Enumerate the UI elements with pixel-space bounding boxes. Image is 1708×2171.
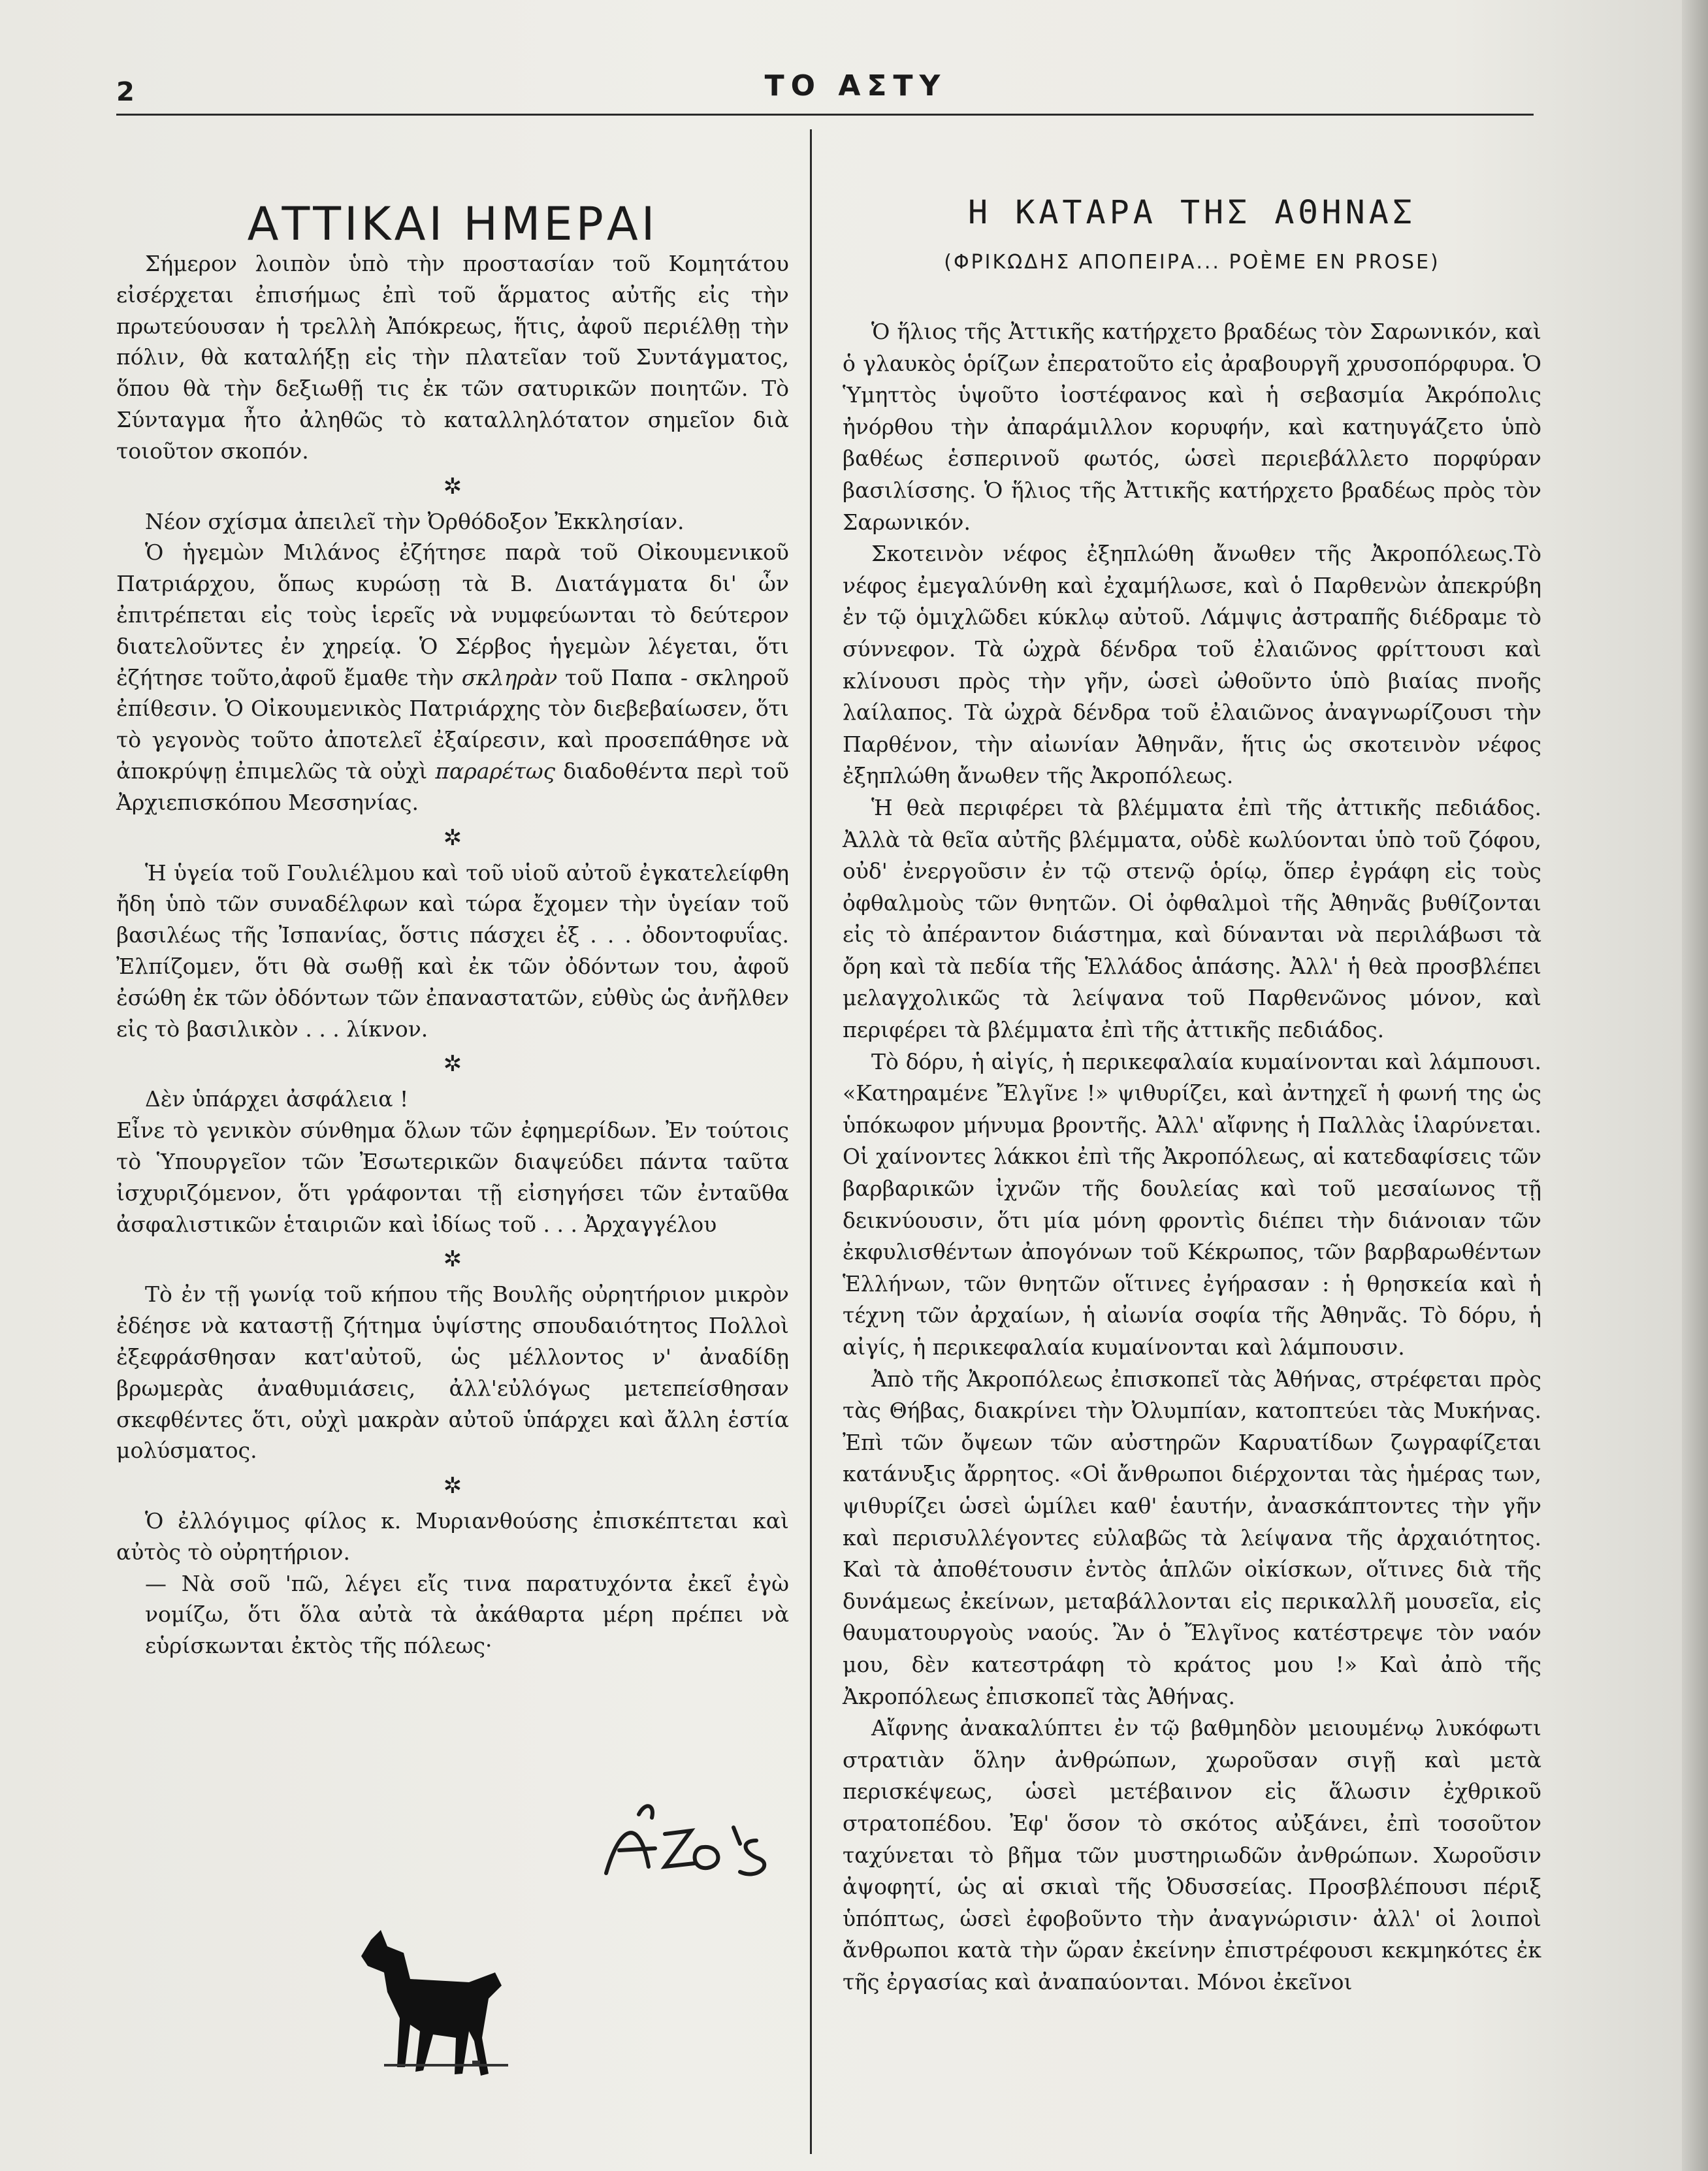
separator-asterisk: ✲ — [443, 1051, 462, 1078]
paragraph: — Νὰ σοῦ 'πῶ, λέγει εἴς τινα παρατυχόντα ἐκεῖ ἐγὼ νομίζω, ὅτι ὅλα αὐτὰ τὰ ἀκάθαρτα μέρη πρέπει νὰ εὑρίσκωνται ἐκτὸς τῆς πόλεως· — [145, 1570, 789, 1659]
page-edge-shadow — [1682, 0, 1708, 2171]
paragraph: Δὲν ὑπάρχει ἀσφάλεια ! — [145, 1086, 409, 1112]
text-run: διαδοθέντα περὶ τοῦ Ἀρχιεπισκόπου Μεσσηνίας. — [116, 758, 789, 815]
right-article-title: Η ΚΑΤΑΡΑ ΤΗΣ ΑΘΗΝΑΣ — [968, 193, 1416, 231]
italic-word: σκληρὰν — [461, 664, 558, 690]
paragraph: Σκοτεινὸν νέφος ἐξηπλώθη ἄνωθεν τῆς Ἀκροπόλεως.Τὸ νέφος ἐμεγαλύνθη καὶ ἐχαμήλωσε, καὶ ὁ Παρθενὼν ἀπεκρύβη ἐν τῷ ὁμιχλῶδει κύκλῳ αὐτοῦ. Λάμψις ἀστραπῆς διέδραμε τὸ σύννεφον. Τὰ ὠχρὰ δένδρα τοῦ ἐλαιῶνος φρίττουσι καὶ κλίνουσι πρὸς τὴν γῆν, ὡσεὶ ὠθοῦντο ὑπὸ βιαίας πνοῆς λαίλαπος. Τὰ ὠχρὰ δένδρα τοῦ ἐλαιῶνος ἀναγνωρίζουσι τὴν Παρθένον, τὴν αἰωνίαν Ἀθηνᾶν, ἥτις ὡς σκοτεινὸν νέφος ἐξηπλώθη ἄνωθεν τῆς Ἀκροπόλεως. — [843, 541, 1541, 789]
paragraph: Ἡ ὑγεία τοῦ Γουλιέλμου καὶ τοῦ υἱοῦ αὐτοῦ ἐγκατελείφθη ἤδη ὑπὸ τῶν συναδέλφων καὶ τώρα ἔχομεν τὴν ὑγείαν τοῦ βασιλέως τῆς Ἰσπανίας, ὅστις πάσχει ἐξ . . . ὀδοντοφυΐας. Ἐλπίζομεν, ὅτι θὰ σωθῇ καὶ ἐκ τῶν ὀδόντων του, ἀφοῦ ἐσώθη ἐκ τῶν ὀδόντων τῶν ἐπαναστατῶν, εὐθὺς ὡς ἀνῆλθεν εἰς τὸ βασιλικὸν . . . λίκνον. — [116, 860, 789, 1042]
separator-asterisk: ✲ — [443, 1246, 462, 1273]
text-run: Ὁ ἡγεμὼν Μιλάνος ἐζήτησε παρὰ τοῦ Οἰκουμενικοῦ Πατριάρχου, ὅπως κυρώσῃ τὰ Β. Διατάγματα δι' ὧν ἐπιτρέπεται εἰς τοὺς ἱερεῖς νὰ νυμφεύωνται τὸ δεύτερον διατελοῦντες ἐν χηρείᾳ. Ὁ Σέρβος ἡγεμὼν λέγεται, ὅτι ἐζήτησε τοῦτο,ἀφοῦ ἔμαθε τὴν — [116, 539, 789, 690]
paragraph — [116, 537, 789, 818]
paragraph: Ἀπὸ τῆς Ἀκροπόλεως ἐπισκοπεῖ τὰς Ἀθήνας, στρέφεται πρὸς τὰς Θήβας, διακρίνει τὴν Ὀλυμπίαν, κατοπτεύει τὰς Μυκήνας. Ἐπὶ τῶν ὄψεων τῶν αὐστηρῶν Καρυατίδων ζωγραφίζεται κατάνυξις ἄρρητος. «Οἱ ἄνθρωποι διέρχονται τὰς ἡμέρας των, ψιθυρίζει ὡσεὶ ὡμίλει καθ' ἑαυτήν, ἀνασκάπτοντες τὴν γῆν καὶ περισυλλέγοντες εὐλαβῶς τὰ λείψανα τῆς ἀρχαιότητος. Καὶ τὰ ἀποθέτουσιν ἐντὸς ἁπλῶν οἰκίσκων, οἵτινες διὰ τῆς δυνάμεως ἐκείνων, μεταβάλλονται εἰς περικαλλῆ μουσεῖα, εἰς θαυματουργοὺς ναούς. Ἂν ὁ Ἔλγῖνος κατέστρεψε τὸν ναόν μου, δὲν κατεστράφη τὸ κράτος μου !» Καὶ ἀπὸ τῆς Ἀκροπόλεως ἐπισκοπεῖ τὰς Ἀθήνας. — [843, 1366, 1541, 1709]
paragraph: Ἡ θεὰ περιφέρει τὰ βλέμματα ἐπὶ τῆς ἀττικῆς πεδιάδος. Ἀλλὰ τὰ θεῖα αὐτῆς βλέμματα, οὐδὲ κωλύονται ὑπὸ τοῦ ζόφου, οὐδ' ἐνεργοῦσιν ἐν τῷ στενῷ ὁρίῳ, ὅπερ ἐγράφη εἰς τοὺς ὀφθαλμοὺς τῶν θνητῶν. Οἱ ὀφθαλμοὶ τῆς Ἀθηνᾶς βυθίζονται εἰς τὸ ἀπέραντον διάστημα, καὶ δύνανται νὰ περιλάβωσι τὰ ὄρη καὶ τὰ πεδία τῆς Ἑλλάδος ἁπάσης. Ἀλλ' ἡ θεὰ προσβλέπει μελαγχολικῶς τὰ λείψανα τοῦ Παρθενῶνος μόνον, καὶ περιφέρει τὰ βλέμματα ἐπὶ τῆς ἀττικῆς πεδιάδος. — [843, 794, 1541, 1043]
left-article-body — [116, 248, 789, 1662]
page-number: 2 — [116, 77, 135, 107]
paragraph: Τὸ δόρυ, ἡ αἰγίς, ἡ περικεφαλαία κυμαίνονται καὶ λάμπουσι. «Κατηραμένε Ἔλγῖνε !» ψιθυρίζει, καὶ ἀντηχεῖ ἡ φωνή της ὡς ὑπόκωφον μήνυμα βροντῆς. Ἀλλ' αἴφνης ἡ Παλλὰς ἱλαρύνεται. Οἱ χαίνοντες λάκκοι ἐπὶ τῆς Ἀκροπόλεως, αἱ κατεδαφίσεις τῶν βαρβαρικῶν ἰχνῶν τῆς δουλείας καὶ τοῦ μεσαίωνος τῇ δεικνύουσιν, ὅτι μία μόνη φροντὶς διέπει τὴν διάνοιαν τῶν ἐκφυλισθέντων ἀπογόνων τοῦ Κέκρωπος, τῶν βαρβαρωθέντων Ἑλλήνων, τῶν θνητῶν οἵτινες ἐγήρασαν : ἡ θρησκεία καὶ ἡ τέχνη τῶν ἀρχαίων, ἡ αἰωνία σοφία τῆς Ἀθηνᾶς. Τὸ δόρυ, ἡ αἰγίς, ἡ περικεφαλαία κυμαίνονται καὶ λάμπουσιν. — [843, 1048, 1541, 1360]
paragraph: Νέον σχίσμα ἀπειλεῖ τὴν Ὀρθόδοξον Ἐκκλησίαν. — [145, 508, 685, 534]
paragraph: Ὁ ἐλλόγιμος φίλος κ. Μυριανθούσης ἐπισκέπτεται καὶ αὐτὸς τὸ οὐρητήριον. — [116, 1508, 789, 1565]
right-article-subtitle: (ΦΡΙΚΩΔΗΣ ΑΠΟΠΕΙΡΑ... POÈME EN PROSE) — [944, 251, 1440, 274]
dog-illustration — [358, 1927, 521, 2083]
separator-asterisk: ✲ — [443, 1473, 462, 1500]
paragraph: Αἴφνης ἀνακαλύπτει ἐν τῷ βαθμηδὸν μειουμένῳ λυκόφωτι στρατιὰν ὅλην ἀνθρώπων, χωροῦσαν σιγῇ καὶ μετὰ περισκέψεως, ὡσεὶ μετέβαινον εἰς ἅλωσιν ἐχθρικοῦ στρατοπέδου. Ἐφ' ὅσον τὸ σκότος αὐξάνει, ἐπὶ τοσοῦτον ταχύνεται τὸ βῆμα τῶν μυστηριωδῶν ἀνθρώπων. Χωροῦσιν ἀψοφητί, ὡς αἱ σκιαὶ τῆς Ὀδυσσείας. Προσβλέπουσι πέριξ ὑπόπτως, ὡσεὶ ἐφοβοῦντο τὴν ἀναγνώρισιν· ἀλλ' οἱ λοιποὶ ἄνθρωποι κατὰ τὴν ὥραν ἐκείνην ἐπιστρέφουσι κεκμηκότες ἐκ τῆς ἐργασίας καὶ ἀναπαύονται. Μόνοι ἐκεῖνοι — [843, 1715, 1541, 1995]
paragraph: Σήμερον λοιπὸν ὑπὸ τὴν προστασίαν τοῦ Κομητάτου εἰσέρχεται ἐπισήμως ἐπὶ τοῦ ἅρματος αὐτῆς εἰς τὴν πρωτεύουσαν ἡ τρελλὴ Ἀπόκρεως, ἥτις, ἀφοῦ περιέλθῃ τὴν πόλιν, θὰ καταλήξῃ εἰς τὴν πλατεῖαν τοῦ Συντάγματος, ὅπου θὰ τὴν δεξιωθῇ τις ἐκ τῶν σατυρικῶν ποιητῶν. Τὸ Σύνταγμα ἦτο ἀληθῶς τὸ καταλληλότατον σημεῖον διὰ τοιοῦτον σκοπόν. — [116, 251, 789, 464]
separator-asterisk: ✲ — [443, 824, 462, 851]
masthead: ΤΟ ΑΣΤΥ — [764, 69, 947, 103]
paragraph: Τὸ ἐν τῇ γωνίᾳ τοῦ κήπου τῆς Βουλῆς οὐρητήριον μικρὸν ἐδέησε νὰ καταστῇ ζήτημα ὑψίστης σπουδαιότητος Πολλοὶ ἐξεφράσθησαν κατ'αὐτοῦ, ὡς μέλλοντος ν' ἀναδίδῃ βρωμερὰς ἀναθυμιάσεις, ἀλλ'εὐλόγως μετεπείσθησαν σκεφθέντες ὅτι, οὐχὶ μακρὰν αὐτοῦ ὑπάρχει καὶ ἄλλη ἑστία μολύσματος. — [116, 1281, 789, 1464]
left-article-title: ΑΤΤΙΚΑΙ ΗΜΕΡΑΙ — [247, 197, 658, 251]
header-rule — [116, 114, 1534, 116]
separator-asterisk: ✲ — [443, 473, 462, 500]
italic-word: παρaρέτως — [435, 758, 556, 784]
column-divider — [810, 129, 812, 2154]
paragraph: Εἶνε τὸ γενικὸν σύνθημα ὅλων τῶν ἐφημερίδων. Ἐν τούτοις τὸ Ὑπουργεῖον τῶν Ἐσωτερικῶν διαψεύδει πάντα ταῦτα ἰσχυριζόμενον, ὅτι γράφονται τῇ εἰσηγήσει τῶν ἐνταῦθα ἀσφαλιστικῶν ἑταιριῶν καὶ ἰδίως τοῦ . . . Ἀρχαγγέλου — [116, 1118, 789, 1237]
handwritten-signature — [593, 1788, 789, 1893]
text-run: τοῦ Παπα - σκληροῦ ἐπίθεσιν. Ὁ Οἰκουμενικὸς Πατριάρχης τὸν διεβεβαίωσεν, ὅτι τὸ γεγονὸς τοῦτο ἀποτελεῖ ἐξαίρεσιν, καὶ προσεπάθησε νὰ ἀποκρύψῃ ἐπιμελῶς τὰ οὐχὶ — [116, 664, 789, 784]
paragraph: Ὁ ἥλιος τῆς Ἀττικῆς κατήρχετο βραδέως τὸν Σαρωνικόν, καὶ ὁ γλαυκὸς ὁρίζων ἐπερατοῦτο εἰς ἀραβουργῆ χρυσοπόρφυρα. Ὁ Ὑμηττὸς ὑψοῦτο ἰοστέφανος καὶ ἡ σεβασμία Ἀκρόπολις ἠνόρθου τὴν ἀπαράμιλλον κορυφήν, καὶ κατηυγάζετο ὑπὸ βαθέως ἑσπερινοῦ φωτός, ὡσεὶ περιεβάλλετο πορφύραν βασιλίσσης. Ὁ ἥλιος τῆς Ἀττικῆς κατήρχετο βραδέως πρὸς τὸν Σαρωνικόν. — [843, 319, 1541, 535]
right-article-body — [843, 316, 1541, 1998]
